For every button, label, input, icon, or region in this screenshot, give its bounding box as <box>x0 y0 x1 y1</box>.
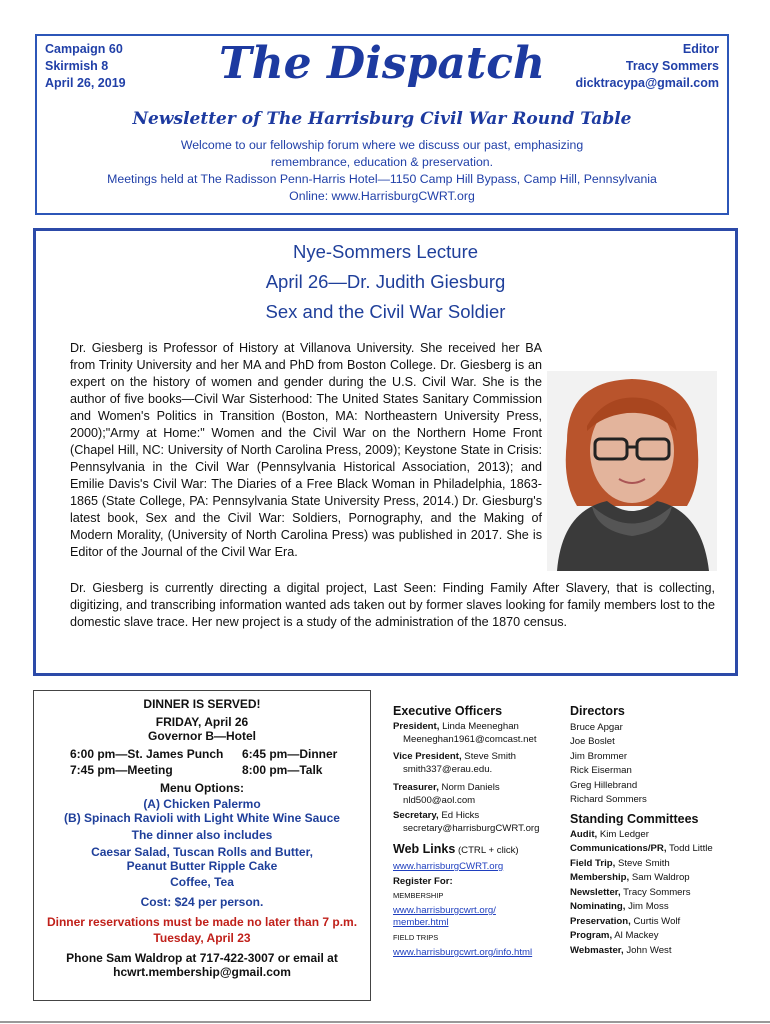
membership-link[interactable]: www.harrisburgcwrt.org/ <box>393 905 496 916</box>
dinner-includes: The dinner also includes <box>131 828 273 842</box>
reservation-phone: Phone Sam Waldrop at 717-422-3007 or email at <box>66 951 338 965</box>
lecture-topic: Sex and the Civil War Soldier <box>265 301 506 322</box>
reservation-email[interactable]: hcwrt.membership@gmail.com <box>113 965 291 979</box>
officers-heading: Executive Officers <box>393 704 503 718</box>
committee-member: Kim Ledger <box>599 829 649 840</box>
dinner-includes-2: Caesar Salad, Tuscan Rolls and Butter, <box>91 845 313 859</box>
online-line[interactable]: Online: www.HarrisburgCWRT.org <box>289 189 475 203</box>
skirmish: Skirmish 8 <box>45 59 109 73</box>
page-divider <box>0 1021 770 1023</box>
web-links-note: (CTRL + click) <box>457 845 519 856</box>
vice-president-name: Steve Smith <box>464 751 517 762</box>
president-email[interactable]: Meeneghan1961@comcast.net <box>403 734 537 745</box>
director-name: Richard Sommers <box>570 794 647 805</box>
website-link[interactable]: www.harrisburgCWRT.org <box>393 861 504 872</box>
secretary-name: Ed Hicks <box>441 810 480 821</box>
treasurer-role: Treasurer, <box>393 782 439 793</box>
lecture-date-speaker: April 26—Dr. Judith Giesburg <box>265 271 506 292</box>
committee-role: Program, <box>570 930 613 941</box>
issue-date: April 26, 2019 <box>45 76 126 90</box>
reservation-date: Tuesday, April 23 <box>153 931 251 945</box>
membership-link-2[interactable]: member.html <box>393 917 449 928</box>
time-punch: 6:00 pm—St. James Punch <box>70 747 224 761</box>
newsletter-subtitle: Newsletter of The Harrisburg Civil War Round Table <box>132 109 632 129</box>
meetings-line: Meetings held at The Radisson Penn-Harris Hotel—1150 Camp Hill Bypass, Camp Hill, Pennsylvania <box>107 172 657 186</box>
committee-role: Newsletter, <box>570 887 621 898</box>
lecture-section <box>33 228 738 676</box>
time-dinner: 6:45 pm—Dinner <box>242 747 338 761</box>
welcome-line-2: remembrance, education & preservation. <box>270 155 494 169</box>
director-name: Rick Eiserman <box>570 765 632 776</box>
lecture-title: Nye-Sommers Lecture <box>292 241 479 262</box>
masthead <box>35 34 729 215</box>
committee-role: Preservation, <box>570 916 631 927</box>
secretary-role: Secretary, <box>393 810 439 821</box>
vice-president-email[interactable]: smith337@erau.edu. <box>403 764 493 775</box>
treasurer-email[interactable]: nld500@aol.com <box>403 795 476 806</box>
field-trips-link[interactable]: www.harrisburgcwrt.org/info.html <box>393 947 533 958</box>
committee-member: Tracy Sommers <box>623 887 691 898</box>
committee-member: Sam Waldrop <box>631 872 690 883</box>
menu-heading: Menu Options: <box>160 781 244 795</box>
dinner-heading: DINNER IS SERVED! <box>143 697 261 711</box>
web-links-heading: Web Links <box>393 842 456 856</box>
header-info <box>37 137 727 205</box>
campaign: Campaign 60 <box>45 42 123 56</box>
dinner-cost: Cost: $24 per person. <box>140 895 264 909</box>
menu-option-a: (A) Chicken Palermo <box>143 797 261 811</box>
newsletter-title: The Dispatch <box>218 38 546 89</box>
editor-name: Tracy Sommers <box>625 59 719 73</box>
dinner-day: FRIDAY, April 26 <box>155 715 249 729</box>
committee-role: Audit, <box>570 829 598 840</box>
secretary-email[interactable]: secretary@harrisburgCWRT.org <box>403 823 540 834</box>
committee-role: Webmaster, <box>570 945 624 956</box>
welcome-line-1: Welcome to our fellowship forum where we discuss our past, emphasizing <box>180 138 584 152</box>
director-name: Greg Hillebrand <box>570 780 638 791</box>
committee-member: Todd Little <box>668 843 713 854</box>
speaker-project: Dr. Giesberg is currently directing a digital project, Last Seen: Finding Family After Slavery, that is collecting, digitizing, and transcribing information wanted ads taken out by former slaves looking for family members lost to the domestic slave trace. Her new project is a study of the administration of the 1870 census. <box>70 581 715 629</box>
reservation-deadline: Dinner reservations must be made no later than 7 p.m. <box>46 915 358 929</box>
committees-heading: Standing Committees <box>570 812 699 826</box>
vice-president-role: Vice President, <box>393 751 462 762</box>
president-name: Linda Meeneghan <box>442 721 519 732</box>
dinner-includes-3: Peanut Butter Ripple Cake <box>126 859 278 873</box>
dinner-place: Governor B—Hotel <box>147 729 256 743</box>
editor-info <box>576 41 720 92</box>
committee-member: John West <box>626 945 672 956</box>
committee-role: Membership, <box>570 872 630 883</box>
editor-label: Editor <box>682 42 719 56</box>
time-meeting: 7:45 pm—Meeting <box>70 763 173 777</box>
committee-role: Field Trip, <box>570 858 616 869</box>
time-talk: 8:00 pm—Talk <box>242 763 323 777</box>
committee-member: Jim Moss <box>628 901 669 912</box>
director-name: Jim Brommer <box>570 751 628 762</box>
director-name: Joe Boslet <box>570 736 615 747</box>
speaker-photo <box>547 371 717 571</box>
committee-role: Nominating, <box>570 901 626 912</box>
treasurer-name: Norm Daniels <box>441 782 500 793</box>
editor-email[interactable]: dicktracypa@gmail.com <box>575 76 719 90</box>
committee-member: Al Mackey <box>614 930 659 941</box>
register-label: Register For: <box>393 876 453 887</box>
director-name: Bruce Apgar <box>570 722 623 733</box>
directors-heading: Directors <box>570 704 625 718</box>
committee-role: Communications/PR, <box>570 843 667 854</box>
committee-member: Curtis Wolf <box>633 916 681 927</box>
speaker-bio: Dr. Giesberg is Professor of History at Villanova University. She received her BA from Trinity University and her MA and PhD from Boston College. Dr. Giesberg is an expert on the history of women and gender during the U.S. Civil War. She is the author of five books—Civil War Sisterhood: The United States Sanitary Commission and Women's Politics in Transition (Boston, MA: Northeastern University Press, 2000);"Army at Home:" Women and the Civil War on the Northern Home Front (Chapel Hill, NC: University of North Carolina Press, 2009); Keystone State in Crisis: Pennsylvania in the Civil War (Pennsylvania Historical Association, 2013); and Emilie Davis's Civil War: The Diaries of a Free Black Woman in Philadelphia, 1863-1865 (State College, PA: Pennsylvania State University Press, 2014.) Dr. Giesburg's latest book, Sex and the Civil War: Soldiers, Pornography, and the Making of Modern Morality, (University of North Carolina Press) was published in 2017. She is Editor of the Journal of the Civil War Era. <box>70 341 542 559</box>
membership-label: MEMBERSHIP <box>393 891 444 900</box>
field-trips-label: FIELD TRIPS <box>393 933 439 942</box>
president-role: President, <box>393 721 440 732</box>
menu-option-b: (B) Spinach Ravioli with Light White Wine Sauce <box>64 811 340 825</box>
dinner-includes-4: Coffee, Tea <box>170 875 234 889</box>
committee-member: Steve Smith <box>617 858 670 869</box>
dinner-box <box>33 690 371 1001</box>
